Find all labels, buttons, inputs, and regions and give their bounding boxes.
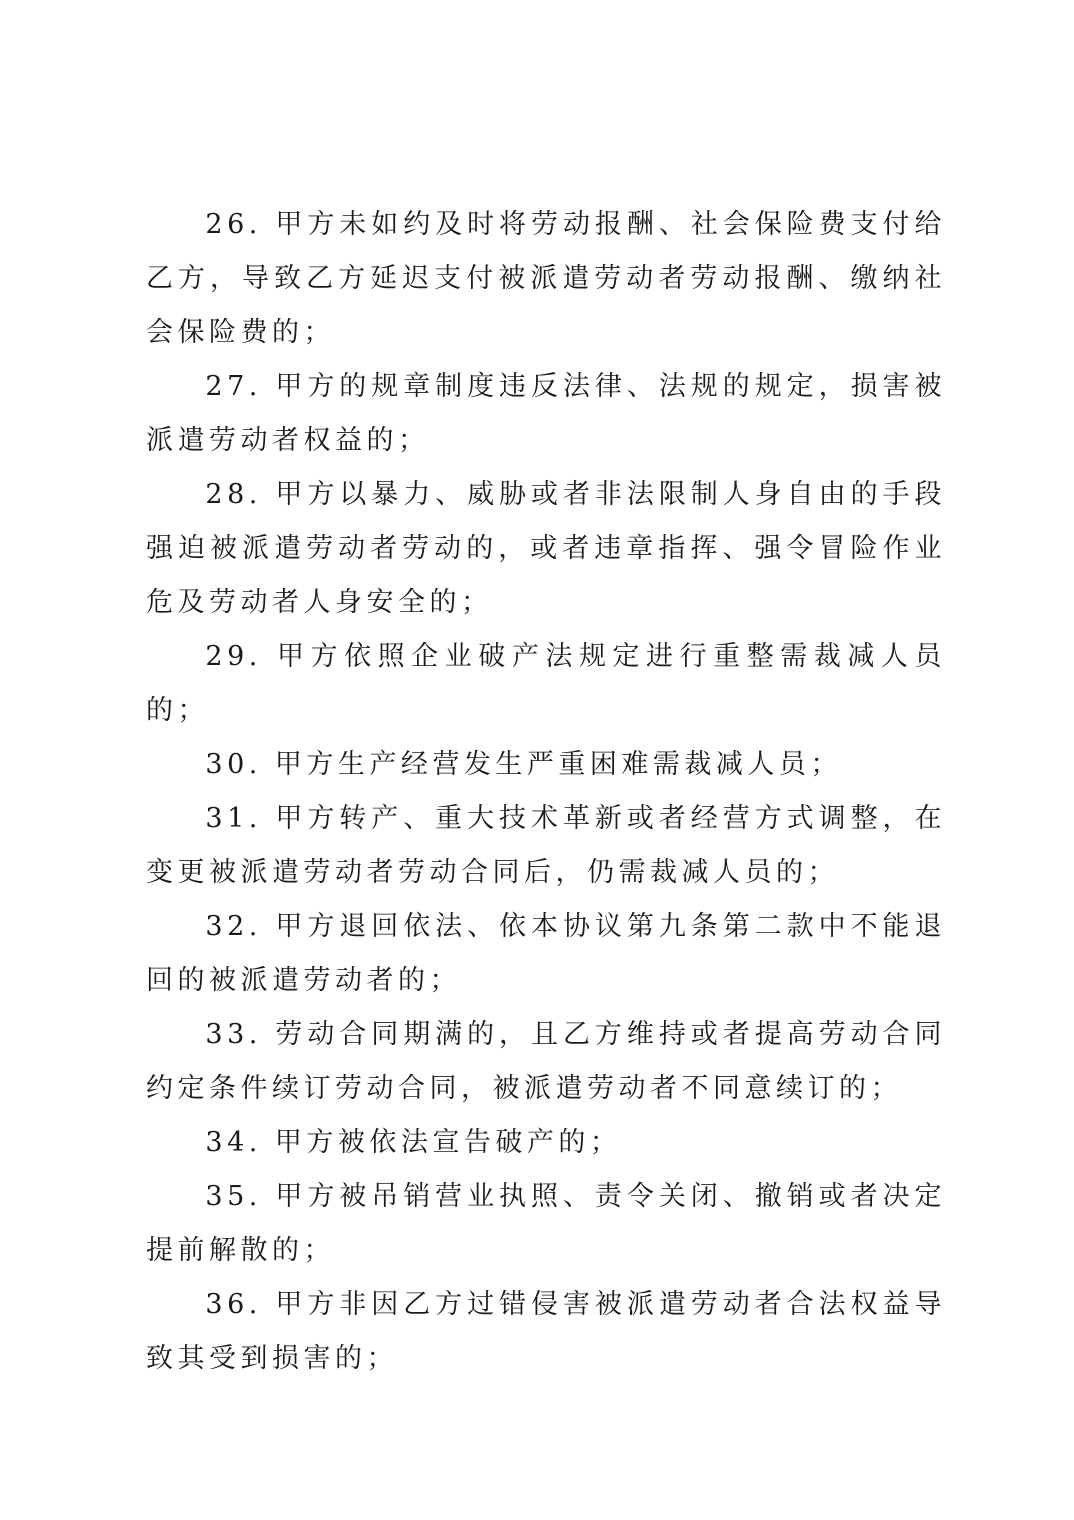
list-item-29: 29. 甲方依照企业破产法规定进行重整需裁减人员的； [146, 641, 946, 726]
list-item-27: 27. 甲方的规章制度违反法律、法规的规定，损害被派遣劳动者权益的； [146, 371, 946, 456]
list-item-32: 32. 甲方退回依法、依本协议第九条第二款中不能退回的被派遣劳动者的； [146, 911, 946, 996]
list-item-35: 35. 甲方被吊销营业执照、责令关闭、撤销或者决定提前解散的； [146, 1181, 946, 1266]
list-item-31: 31. 甲方转产、重大技术革新或者经营方式调整，在变更被派遣劳动者劳动合同后，仍需裁减人员的； [146, 803, 946, 888]
list-item-36: 36. 甲方非因乙方过错侵害被派遣劳动者合法权益导致其受到损害的； [146, 1289, 946, 1374]
list-item-34: 34. 甲方被依法宣告破产的； [205, 1127, 622, 1158]
list-item-26: 26. 甲方未如约及时将劳动报酬、社会保险费支付给乙方，导致乙方延迟支付被派遣劳动者劳动报酬、缴纳社会保险费的； [146, 209, 946, 348]
list-item-33: 33. 劳动合同期满的，且乙方维持或者提高劳动合同约定条件续订劳动合同，被派遣劳动者不同意续订的； [146, 1019, 946, 1104]
document-body [146, 198, 946, 1386]
list-item-30: 30. 甲方生产经营发生严重困难需裁减人员； [205, 749, 842, 780]
list-item-28: 28. 甲方以暴力、威胁或者非法限制人身自由的手段强迫被派遣劳动者劳动的，或者违章指挥、强令冒险作业危及劳动者人身安全的； [146, 479, 946, 618]
